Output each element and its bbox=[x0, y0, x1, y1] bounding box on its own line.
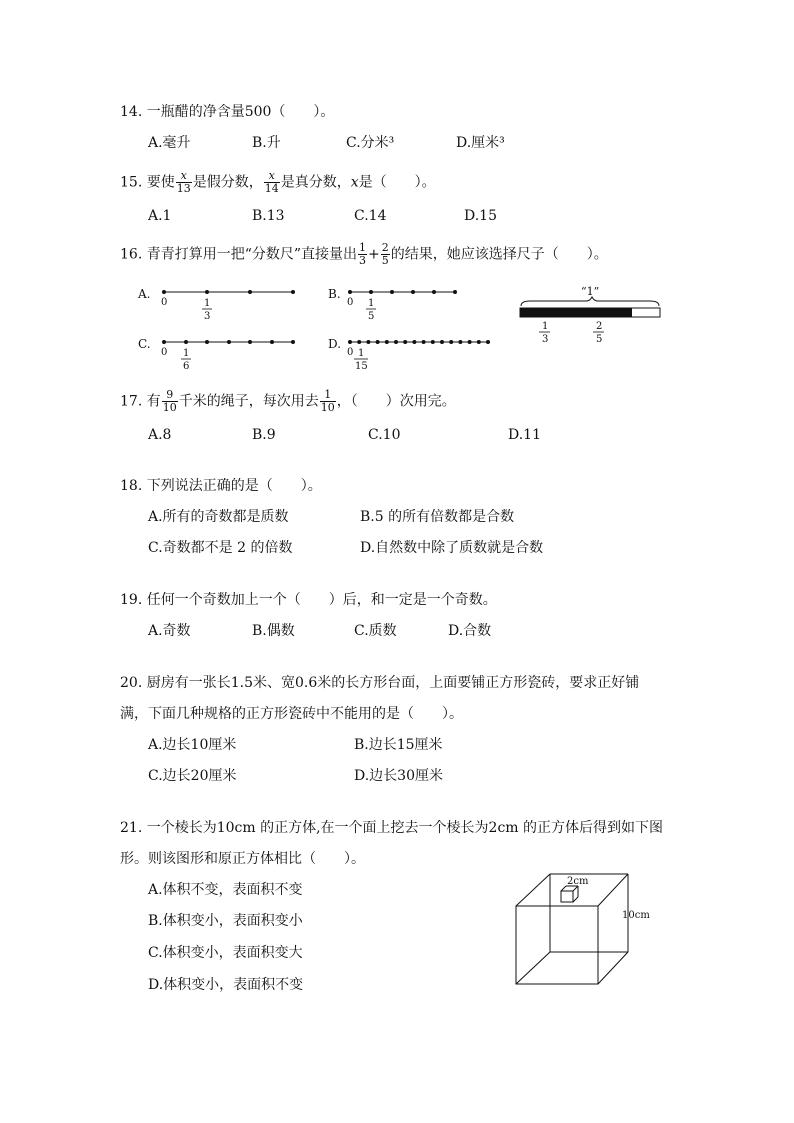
q17-fraction-2: $\frac{1}{10}$ bbox=[320, 388, 335, 414]
q20-stem-line-2: 满，下面几种规格的正方形瓷砖中不能用的是（ ）。 bbox=[120, 706, 463, 722]
q18-stem: 18. 下列说法正确的是（ ）。 bbox=[120, 478, 322, 494]
ruler-d-tick bbox=[348, 340, 352, 344]
svg-text:3: 3 bbox=[204, 311, 211, 322]
q18-option-d[interactable]: D.自然数中除了质数就是合数 bbox=[360, 540, 544, 556]
ruler-d-tick bbox=[394, 340, 398, 344]
q21-option-b[interactable]: B.体积变小，表面积变小 bbox=[148, 913, 303, 929]
q17-option-a[interactable]: A.8 bbox=[148, 427, 172, 443]
q15-fraction-2: $\frac{x}{14}$ bbox=[264, 169, 279, 195]
q20-option-a[interactable]: A.边长10厘米 bbox=[148, 737, 237, 753]
ruler-d-tick bbox=[376, 340, 380, 344]
svg-text:1: 1 bbox=[358, 348, 365, 359]
cube-figure bbox=[510, 868, 670, 993]
svg-text:6: 6 bbox=[183, 361, 190, 372]
svg-text:C.: C. bbox=[138, 337, 151, 351]
q14-stem: 14. 一瓶醋的净含量500（ ）。 bbox=[120, 104, 335, 120]
reference-bar bbox=[518, 283, 668, 343]
q21-stem-line-2: 形。则该图形和原正方体相比（ ）。 bbox=[120, 851, 365, 867]
q21-option-c[interactable]: C.体积变小，表面积变大 bbox=[148, 945, 303, 961]
ruler-a-zero: 0 bbox=[161, 297, 168, 308]
q17-option-d[interactable]: D.11 bbox=[508, 427, 541, 443]
q19-stem: 19. 任何一个奇数加上一个（ ）后，和一定是一个奇数。 bbox=[120, 592, 497, 608]
ruler-b[interactable] bbox=[326, 283, 466, 323]
q14-option-d[interactable]: D.厘米³ bbox=[456, 135, 505, 151]
q15-option-d[interactable]: D.15 bbox=[464, 208, 497, 224]
q19-option-b[interactable]: B.偶数 bbox=[252, 623, 295, 639]
q19-option-d[interactable]: D.合数 bbox=[448, 623, 492, 639]
svg-text:5: 5 bbox=[368, 311, 375, 322]
ruler-d-tick bbox=[412, 340, 416, 344]
q16-fraction-1: $\frac{1}{3}$ bbox=[359, 241, 367, 267]
ruler-d-tick bbox=[366, 340, 370, 344]
q20-stem-line-1: 20. 厨房有一张长1.5米、宽0.6米的长方形台面，上面要铺正方形瓷砖，要求正好铺 bbox=[120, 675, 640, 691]
cube-small-edge-label: 2cm bbox=[567, 876, 589, 887]
ruler-d-tick bbox=[357, 340, 361, 344]
svg-text:15: 15 bbox=[355, 361, 368, 372]
q17-fraction-1: $\frac{9}{10}$ bbox=[162, 388, 177, 414]
svg-text:1: 1 bbox=[542, 321, 549, 332]
svg-text:0: 0 bbox=[161, 347, 168, 358]
reference-one-label: “1” bbox=[581, 285, 600, 298]
q19-option-a[interactable]: A.奇数 bbox=[148, 623, 191, 639]
q21-option-a[interactable]: A.体积不变，表面积不变 bbox=[148, 882, 303, 898]
ruler-d-tick bbox=[385, 340, 389, 344]
q18-option-a[interactable]: A.所有的奇数都是质数 bbox=[148, 509, 289, 525]
q17-option-b[interactable]: B.9 bbox=[252, 427, 276, 443]
svg-text:0: 0 bbox=[347, 347, 354, 358]
ruler-a[interactable] bbox=[136, 283, 306, 323]
svg-text:5: 5 bbox=[596, 334, 603, 345]
svg-text:D.: D. bbox=[328, 337, 342, 351]
cube-big-edge-label: 10cm bbox=[622, 910, 650, 921]
q18-option-b[interactable]: B.5 的所有倍数都是合数 bbox=[360, 509, 515, 525]
q15-fraction-1: $\frac{x}{13}$ bbox=[176, 169, 191, 195]
q15-option-b[interactable]: B.13 bbox=[252, 208, 285, 224]
ruler-d-tick bbox=[440, 340, 444, 344]
q18-option-c[interactable]: C.奇数都不是 2 的倍数 bbox=[148, 540, 293, 556]
q14-option-c[interactable]: C.分米³ bbox=[346, 135, 395, 151]
ruler-b-label: B. bbox=[328, 287, 341, 301]
q15-option-a[interactable]: A.1 bbox=[148, 208, 172, 224]
q20-option-c[interactable]: C.边长20厘米 bbox=[148, 768, 237, 784]
q14-option-b[interactable]: B.升 bbox=[252, 135, 281, 151]
ruler-d-tick bbox=[477, 340, 481, 344]
svg-text:2: 2 bbox=[596, 321, 603, 332]
ruler-c[interactable] bbox=[136, 334, 306, 374]
q17-stem: 17. 有 $\frac{9}{10}$ 千米的绳子，每次用去 $\frac{1}{10}$ ，（ ）次用完。 bbox=[120, 388, 456, 414]
q20-option-b[interactable]: B.边长15厘米 bbox=[354, 737, 443, 753]
ruler-d-tick bbox=[458, 340, 462, 344]
q14-option-a[interactable]: A.毫升 bbox=[148, 135, 191, 151]
q19-option-c[interactable]: C.质数 bbox=[354, 623, 397, 639]
q16-stem: 16. 青青打算用一把“分数尺”直接量出 $\frac{1}{3}$ + $\frac{2}{5}$ 的结果，她应该选择尺子（ ）。 bbox=[120, 241, 608, 267]
q21-option-d[interactable]: D.体积变小，表面积不变 bbox=[148, 977, 304, 993]
ruler-d-tick bbox=[403, 340, 407, 344]
ruler-d-tick bbox=[422, 340, 426, 344]
ruler-a-label: A. bbox=[138, 287, 151, 301]
svg-text:1: 1 bbox=[204, 298, 211, 309]
svg-text:1: 1 bbox=[183, 348, 190, 359]
ruler-d-tick bbox=[486, 340, 490, 344]
q20-option-d[interactable]: D.边长30厘米 bbox=[354, 768, 443, 784]
ruler-d-tick bbox=[449, 340, 453, 344]
q21-stem-line-1: 21. 一个棱长为10cm 的正方体,在一个面上挖去一个棱长为2cm 的正方体后得到如下图 bbox=[120, 820, 664, 836]
ruler-d-tick bbox=[431, 340, 435, 344]
q15-option-c[interactable]: C.14 bbox=[354, 208, 387, 224]
svg-text:3: 3 bbox=[542, 334, 549, 345]
q16-fraction-2: $\frac{2}{5}$ bbox=[381, 241, 389, 267]
q15-stem: 15. 要使 $\frac{x}{13}$ 是假分数， $\frac{x}{14}$ 是真分数，x是（ ）。 bbox=[120, 169, 436, 195]
ruler-d[interactable] bbox=[326, 334, 496, 374]
svg-text:1: 1 bbox=[368, 298, 375, 309]
svg-text:0: 0 bbox=[347, 297, 354, 308]
ruler-d-tick bbox=[468, 340, 472, 344]
q17-option-c[interactable]: C.10 bbox=[368, 427, 401, 443]
